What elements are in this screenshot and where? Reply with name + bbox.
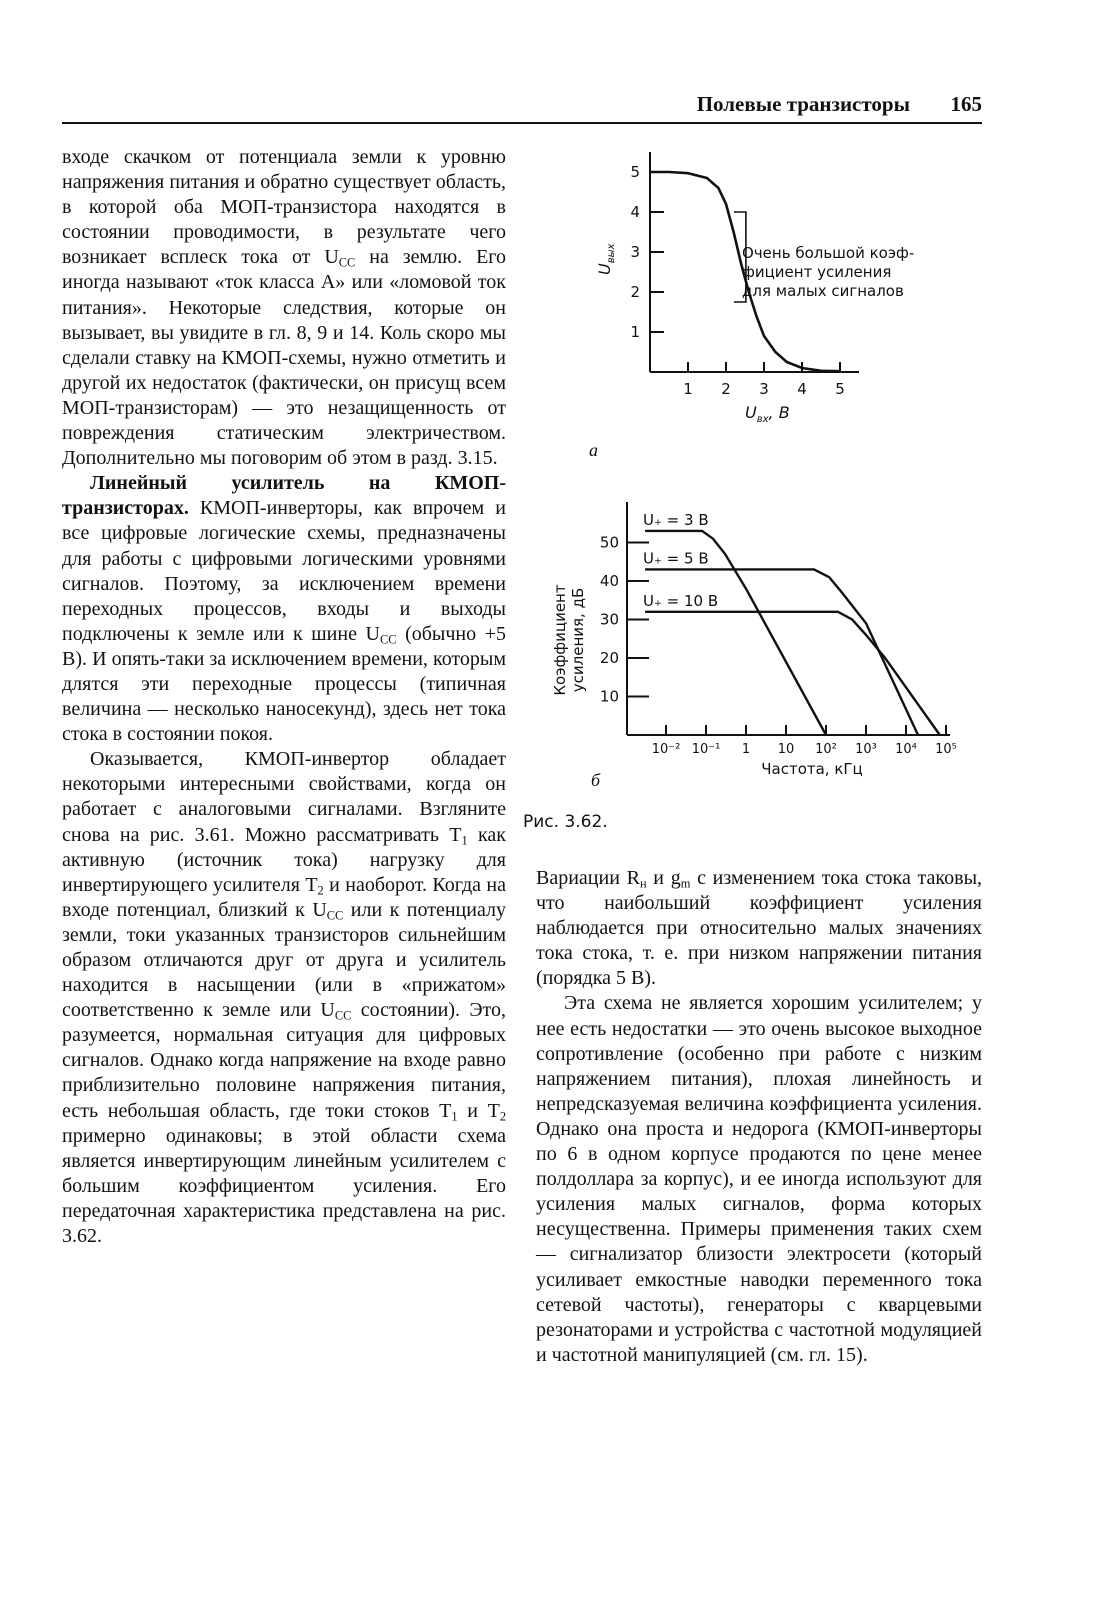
chart-a-axes	[650, 152, 859, 372]
section-heading: Линейный усилитель на КМОП-транзисторах.	[62, 472, 506, 520]
chart-a-annotation	[742, 244, 914, 300]
annotation-line: для малых сигналов	[742, 282, 904, 300]
annotation-line: фициент усиления	[742, 263, 892, 281]
y-tick-label: 10	[599, 687, 619, 706]
paragraph: входе скачком от потенциала земли к уровню напряжения питания и обратно существует область, в которой оба МОП-транзистора находятся в состоянии проводимости, в результате чего возникает всплеск тока от $U_{CC}$ на землю. Его иногда называют «ток класса А» или «ломовой ток питания». Некоторые следствия, которые он вызывает, вы увидите в гл. 8, 9 и 14. Коль скоро мы сделали ставку на КМОП-схемы, нужно отметить и другой их недостаток (фактически, он присущ всем МОП-транзисторам) — это незащищенность от повреждения статическим электричеством. Дополнительно мы поговорим об этом в разд. 3.15.	[62, 146, 506, 470]
x-tick-label: 2	[721, 380, 731, 398]
y-axis-label: $U_{вых}$	[595, 243, 617, 275]
paragraph-linear-amplifier: Линейный усилитель на КМОП-транзисторах. КМОП-инверторы, как впрочем и все цифровые логические схемы, предназначены для работы с цифровыми логическими уровнями сигналов. Поэтому, за исключением времени переходных процессов, входы и выходы подключены к земле или к шине $U_{CC}$ (обычно +5 В). И опять-таки за исключением времени, которым длятся эти переходные процессы (типичная величина — несколько наносекунд), здесь нет тока стока в состоянии покоя.	[62, 472, 506, 746]
y-tick-label: 1	[630, 323, 640, 341]
y-tick-label: 2	[630, 283, 640, 301]
y-tick-label: 40	[599, 572, 619, 590]
x-tick-label: 10⁻¹	[691, 742, 721, 757]
y-tick-label: 50	[599, 533, 619, 552]
x-axis-label: $U_{вх}$, В	[745, 403, 790, 425]
y-tick-label: 5	[630, 163, 640, 181]
page-number: 165	[950, 92, 982, 116]
paragraph: Вариации $R_н$ и $g_m$ с изменением тока стока таковы, что наибольший коэффициент усиления наблюдается при относительно малых значениях тока стока, т. е. при низком напряжении питания (порядка 5 В).	[536, 867, 982, 990]
y-tick-label: 30	[599, 610, 619, 629]
series-label: U₊ = 5 В	[643, 549, 709, 568]
annotation-line: Очень большой коэф-	[742, 244, 915, 262]
x-tick-label: 10²	[815, 742, 837, 757]
figure-caption: Рис. 3.62.	[523, 812, 608, 832]
x-tick-label: 10	[777, 742, 795, 757]
x-tick-label: 5	[835, 380, 845, 398]
y-tick-label: 4	[630, 203, 640, 221]
paragraph: Эта схема не является хорошим усилителем; у нее есть недостатки — это очень высокое выходное сопротивление (особенно при работе с низким напряжением питания), плохая линейность и непредсказуемая величина коэффициента усиления. Однако она проста и недорога (КМОП-инверторы по 6 в одном корпусе продаются по цене менее полдоллара за корпус), и ее иногда используют для усиления малых сигналов, форма которых несущественна. Примеры применения таких схем — сигнализатор близости электросети (который усиливает емкостные наводки переменного тока сетевой частоты), генераторы с кварцевыми резонаторами и устройства с частотной модуляцией и частотной манипуляцией (см. гл. 15).	[536, 992, 982, 1366]
x-tick-label: 4	[797, 380, 807, 398]
x-tick-label: 1	[741, 742, 751, 757]
x-tick-label: 10⁴	[895, 742, 917, 757]
series-label: U₊ = 10 В	[643, 591, 719, 610]
header-title: Полевые транзисторы	[696, 92, 910, 116]
x-axis-label: Частота, кГц	[761, 760, 863, 778]
panel-label-a: а	[589, 440, 598, 460]
x-tick-label: 1	[683, 380, 693, 398]
panel-label-b: б	[591, 770, 601, 790]
left-column	[62, 145, 506, 1249]
x-tick-label: 10³	[855, 742, 877, 757]
paragraph: Оказывается, КМОП-инвертор обладает некоторыми интересными свойствами, когда он работает с аналоговыми сигналами. Взгляните снова на рис. 3.61. Можно рассматривать $T_1$ как активную (источник тока) нагрузку для инвертирующего усилителя $T_2$ и наоборот. Когда на входе потенциал, близкий к $U_{CC}$ или к потенциалу земли, токи указанных транзисторов сильнейшим образом отличаются друг от друга и усилитель находится в насыщении (или в «прижатом» соответственно к земле или $U_{CC}$ состоянии). Это, разумеется, нормальная ситуация для цифровых сигналов. Однако когда напряжение на входе равно приблизительно половине напряжения питания, есть небольшая область, где токи стоков $T_1$ и $T_2$ примерно одинаковы; в этой области схема является инвертирующим линейным усилителем с большим коэффициентом усиления. Его передаточная характеристика представлена на рис. 3.62.	[62, 748, 507, 1248]
y-tick-label: 20	[599, 649, 619, 667]
gain-frequency-chart	[530, 490, 980, 790]
y-tick-label: 3	[630, 243, 640, 261]
right-column	[536, 866, 982, 1368]
x-tick-label: 3	[759, 380, 769, 398]
y-axis-label-line2: усиления, дБ	[569, 587, 587, 693]
transfer-characteristic-chart	[560, 140, 960, 440]
running-header	[62, 90, 982, 124]
x-tick-label: 10⁻²	[651, 742, 681, 757]
x-tick-label: 10⁵	[935, 742, 957, 757]
series-label: U₊ = 3 В	[643, 510, 709, 529]
y-axis-label-line1: Коэффициент	[551, 584, 569, 696]
